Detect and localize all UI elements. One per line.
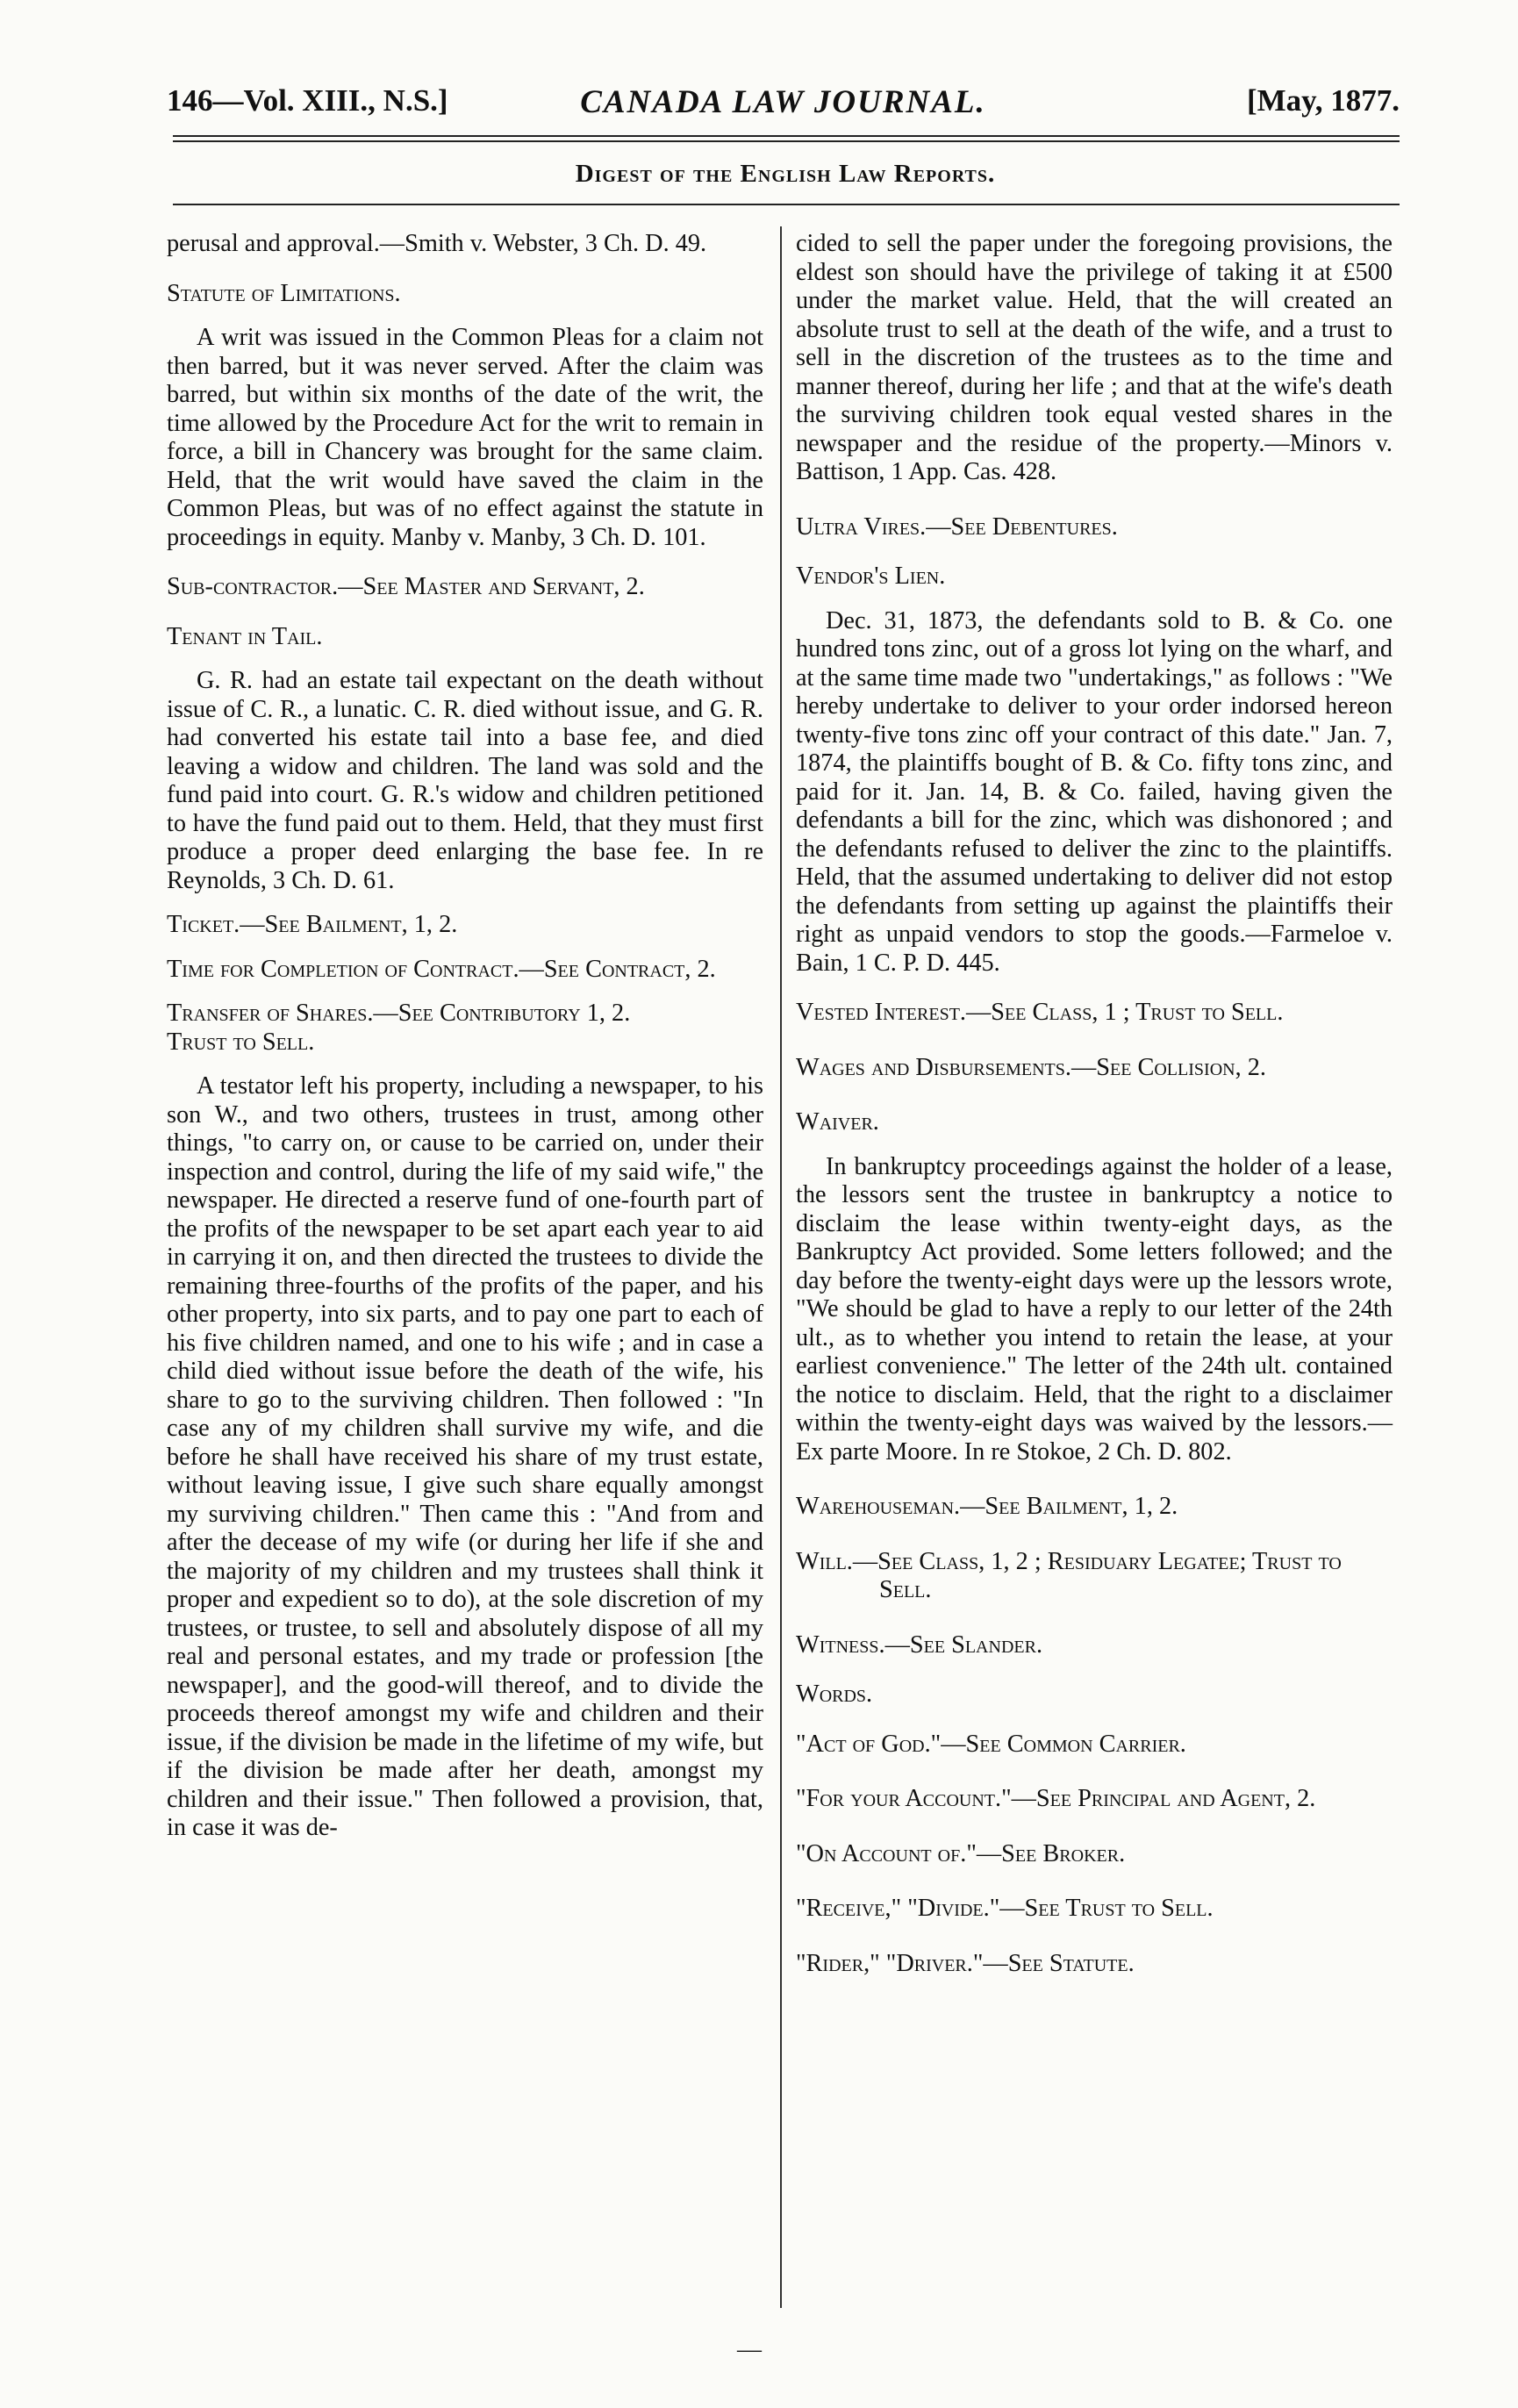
right-column <box>796 230 1393 1978</box>
entry-waiver: In bankruptcy proceedings against the holder of a lease, the lessors sent the trustee in bankruptcy a notice to disclaim the lease within twenty-eight days, as the Bankruptcy Act provided. Some letters followed; and the day before the twenty-eight days were up the lessors wrote, "We should be glad to have a reply to our letter of the 24th ult., as to whether you intend to retain the lease, at your earliest convenience." The letter of the 24th ult. contained the notice to disclaim. Held, that the right to a disclaimer within the twenty-eight days was waived by the lessors.—Ex parte Moore. In re Stokoe, 2 Ch. D. 802. <box>796 1152 1393 1466</box>
issue-date: [May, 1877. <box>1246 83 1400 118</box>
entry-vendors-lien: Dec. 31, 1873, the defendants sold to B. & Co. one hundred tons zinc, out of a gross lot lying on the wharf, and at the same time made two "undertakings," as follows : "We hereby undertake to deliver to your order indorsed hereon twenty-five tons zinc off your contract of this date." Jan. 7, 1874, the plaintiffs bought of B. & Co. fifty tons zinc, and paid for it. Jan. 14, B. & Co. failed, having given the defendants a bill for the zinc, which was dishonored ; and the defendants refused to deliver the zinc to the plaintiffs. Held, that the assumed undertaking to deliver did not estop the defendants from setting up against the plaintiffs their right as unpaid vendors to stop the goods.—Farmeloe v. Bain, 1 C. P. D. 445. <box>796 606 1393 977</box>
xref-transfer-of-shares: Transfer of Shares.—See Contributory 1, 2. <box>167 1000 631 1027</box>
column-divider <box>780 226 782 2308</box>
xref-wages-and-disbursements: Wages and Disbursements.—See Collision, 2. <box>796 1053 1266 1081</box>
xref-receive-divide: "Receive," "Divide."—See Trust to Sell. <box>796 1895 1214 1922</box>
left-column <box>167 230 763 1843</box>
xref-rider-driver: "Rider," "Driver."—See Statute. <box>796 1949 1135 1977</box>
xref-sub-contractor: Sub-contractor.—See Master and Servant, 2. <box>167 573 645 600</box>
entry-trust-to-sell-continued: cided to sell the paper under the foregoing provisions, the eldest son should have the privilege of taking it at £500 under the market value. Held, that the will created an absolute trust to sell at the death of the wife, and a trust to sell in the discretion of the trustees as to the time and manner thereof, during her life ; and that at the wife's death the surviving children took equal vested shares in the newspaper and the residue of the property.—Minors v. Battison, 1 App. Cas. 428. <box>796 230 1393 485</box>
section-title: Digest of the English Law Reports. <box>575 160 996 188</box>
header-rule-top <box>173 135 1400 137</box>
entry-continuation: perusal and approval.—Smith v. Webster, 3 Ch. D. 49. <box>167 230 707 257</box>
xref-act-of-god: "Act of God."—See Common Carrier. <box>796 1730 1186 1758</box>
xref-witness: Witness.—See Slander. <box>796 1630 1043 1659</box>
footer-mark: — <box>737 2336 762 2363</box>
entry-trust-to-sell: A testator left his property, including a newspaper, to his son W., and two others, trustees in trust, among other things, "to carry on, or cause to be carried on, under their inspection and control, during the life of my said wife," the newspaper. He directed a reserve fund of one-fourth part of the profits of the newspaper to be set apart each year to aid in carrying it on, and then directed the trustees to divide the remaining three-fourths of the profits of the paper, and his other property, into six parts, and to pay one part to each of his five children named, and one to his wife ; and in case a child died without issue before the death of the wife, his share to go to the surviving children. Then followed : "In case any of my children shall survive my wife, and die before he shall have received his share of my trust estate, without leaving issue, I give such share equally amongst my surviving children." Then came this : "And from and after the decease of my wife (or during her life if she and the majority of my children and my trustees shall think it proper and expedient so to do), at the sole discretion of my trustees, or trustee, to sell and absolutely dispose of all my real and personal estates, and my trade or profession [the newspaper], and the good-will thereof, and to divide the proceeds thereof amongst my wife and children and their issue, if the division be made in the lifetime of my wife, but if the division be made after her death, amongst my children and their issue." Then followed a provision, that, in case it was de- <box>167 1072 763 1841</box>
heading-trust-to-sell: Trust to Sell. <box>167 1028 315 1056</box>
xref-warehouseman: Warehouseman.—See Bailment, 1, 2. <box>796 1493 1178 1520</box>
entry-tenant-in-tail: G. R. had an estate tail expectant on the death without issue of C. R., a lunatic. C. R. died without issue, and G. R. had converted his estate tail into a base fee, and died leaving a widow and children. The land was sold and the fund paid into court. G. R.'s widow and children petitioned to have the fund paid out to them. Held, that they must first produce a proper deed enlarging the base fee. In re Reynolds, 3 Ch. D. 61. <box>167 667 763 894</box>
heading-statute-of-limitations: Statute of Limitations. <box>167 279 401 307</box>
xref-ultra-vires: Ultra Vires.—See Debentures. <box>796 512 1118 541</box>
heading-waiver: Waiver. <box>796 1108 879 1136</box>
entry-statute-of-limitations: A writ was issued in the Common Pleas for a claim not then barred, but it was never served. After the claim was barred, but within six months of the date of the writ, the time allowed by the Procedure Act for the writ to remain in force, a bill in Chancery was brought for the same claim. Held, that the writ would have saved the claim in the Common Pleas, but was of no effect against the statute in proceedings in equity. Manby v. Manby, 3 Ch. D. 101. <box>167 324 763 551</box>
page-volume: 146—Vol. XIII., N.S.] <box>167 83 448 118</box>
xref-will: Will.—See Class, 1, 2 ; Residuary Legatee; Trust to Sell. <box>796 1547 1342 1603</box>
heading-vendors-lien: Vendor's Lien. <box>796 563 946 590</box>
running-header <box>167 83 1400 136</box>
xref-time-for-completion: Time for Completion of Contract.—See Contract, 2. <box>167 955 716 983</box>
xref-on-account-of: "On Account of."—See Broker. <box>796 1839 1126 1867</box>
header-rule-bottom <box>173 140 1400 142</box>
journal-title: CANADA LAW JOURNAL. <box>580 84 986 120</box>
heading-tenant-in-tail: Tenant in Tail. <box>167 622 323 650</box>
xref-for-your-account: "For your Account."—See Principal and Agent, 2. <box>796 1785 1316 1812</box>
section-rule <box>173 204 1400 205</box>
heading-words: Words. <box>796 1681 873 1708</box>
xref-ticket: Ticket.—See Bailment, 1, 2. <box>167 911 458 938</box>
xref-vested-interest: Vested Interest.—See Class, 1 ; Trust to Sell. <box>796 999 1284 1026</box>
